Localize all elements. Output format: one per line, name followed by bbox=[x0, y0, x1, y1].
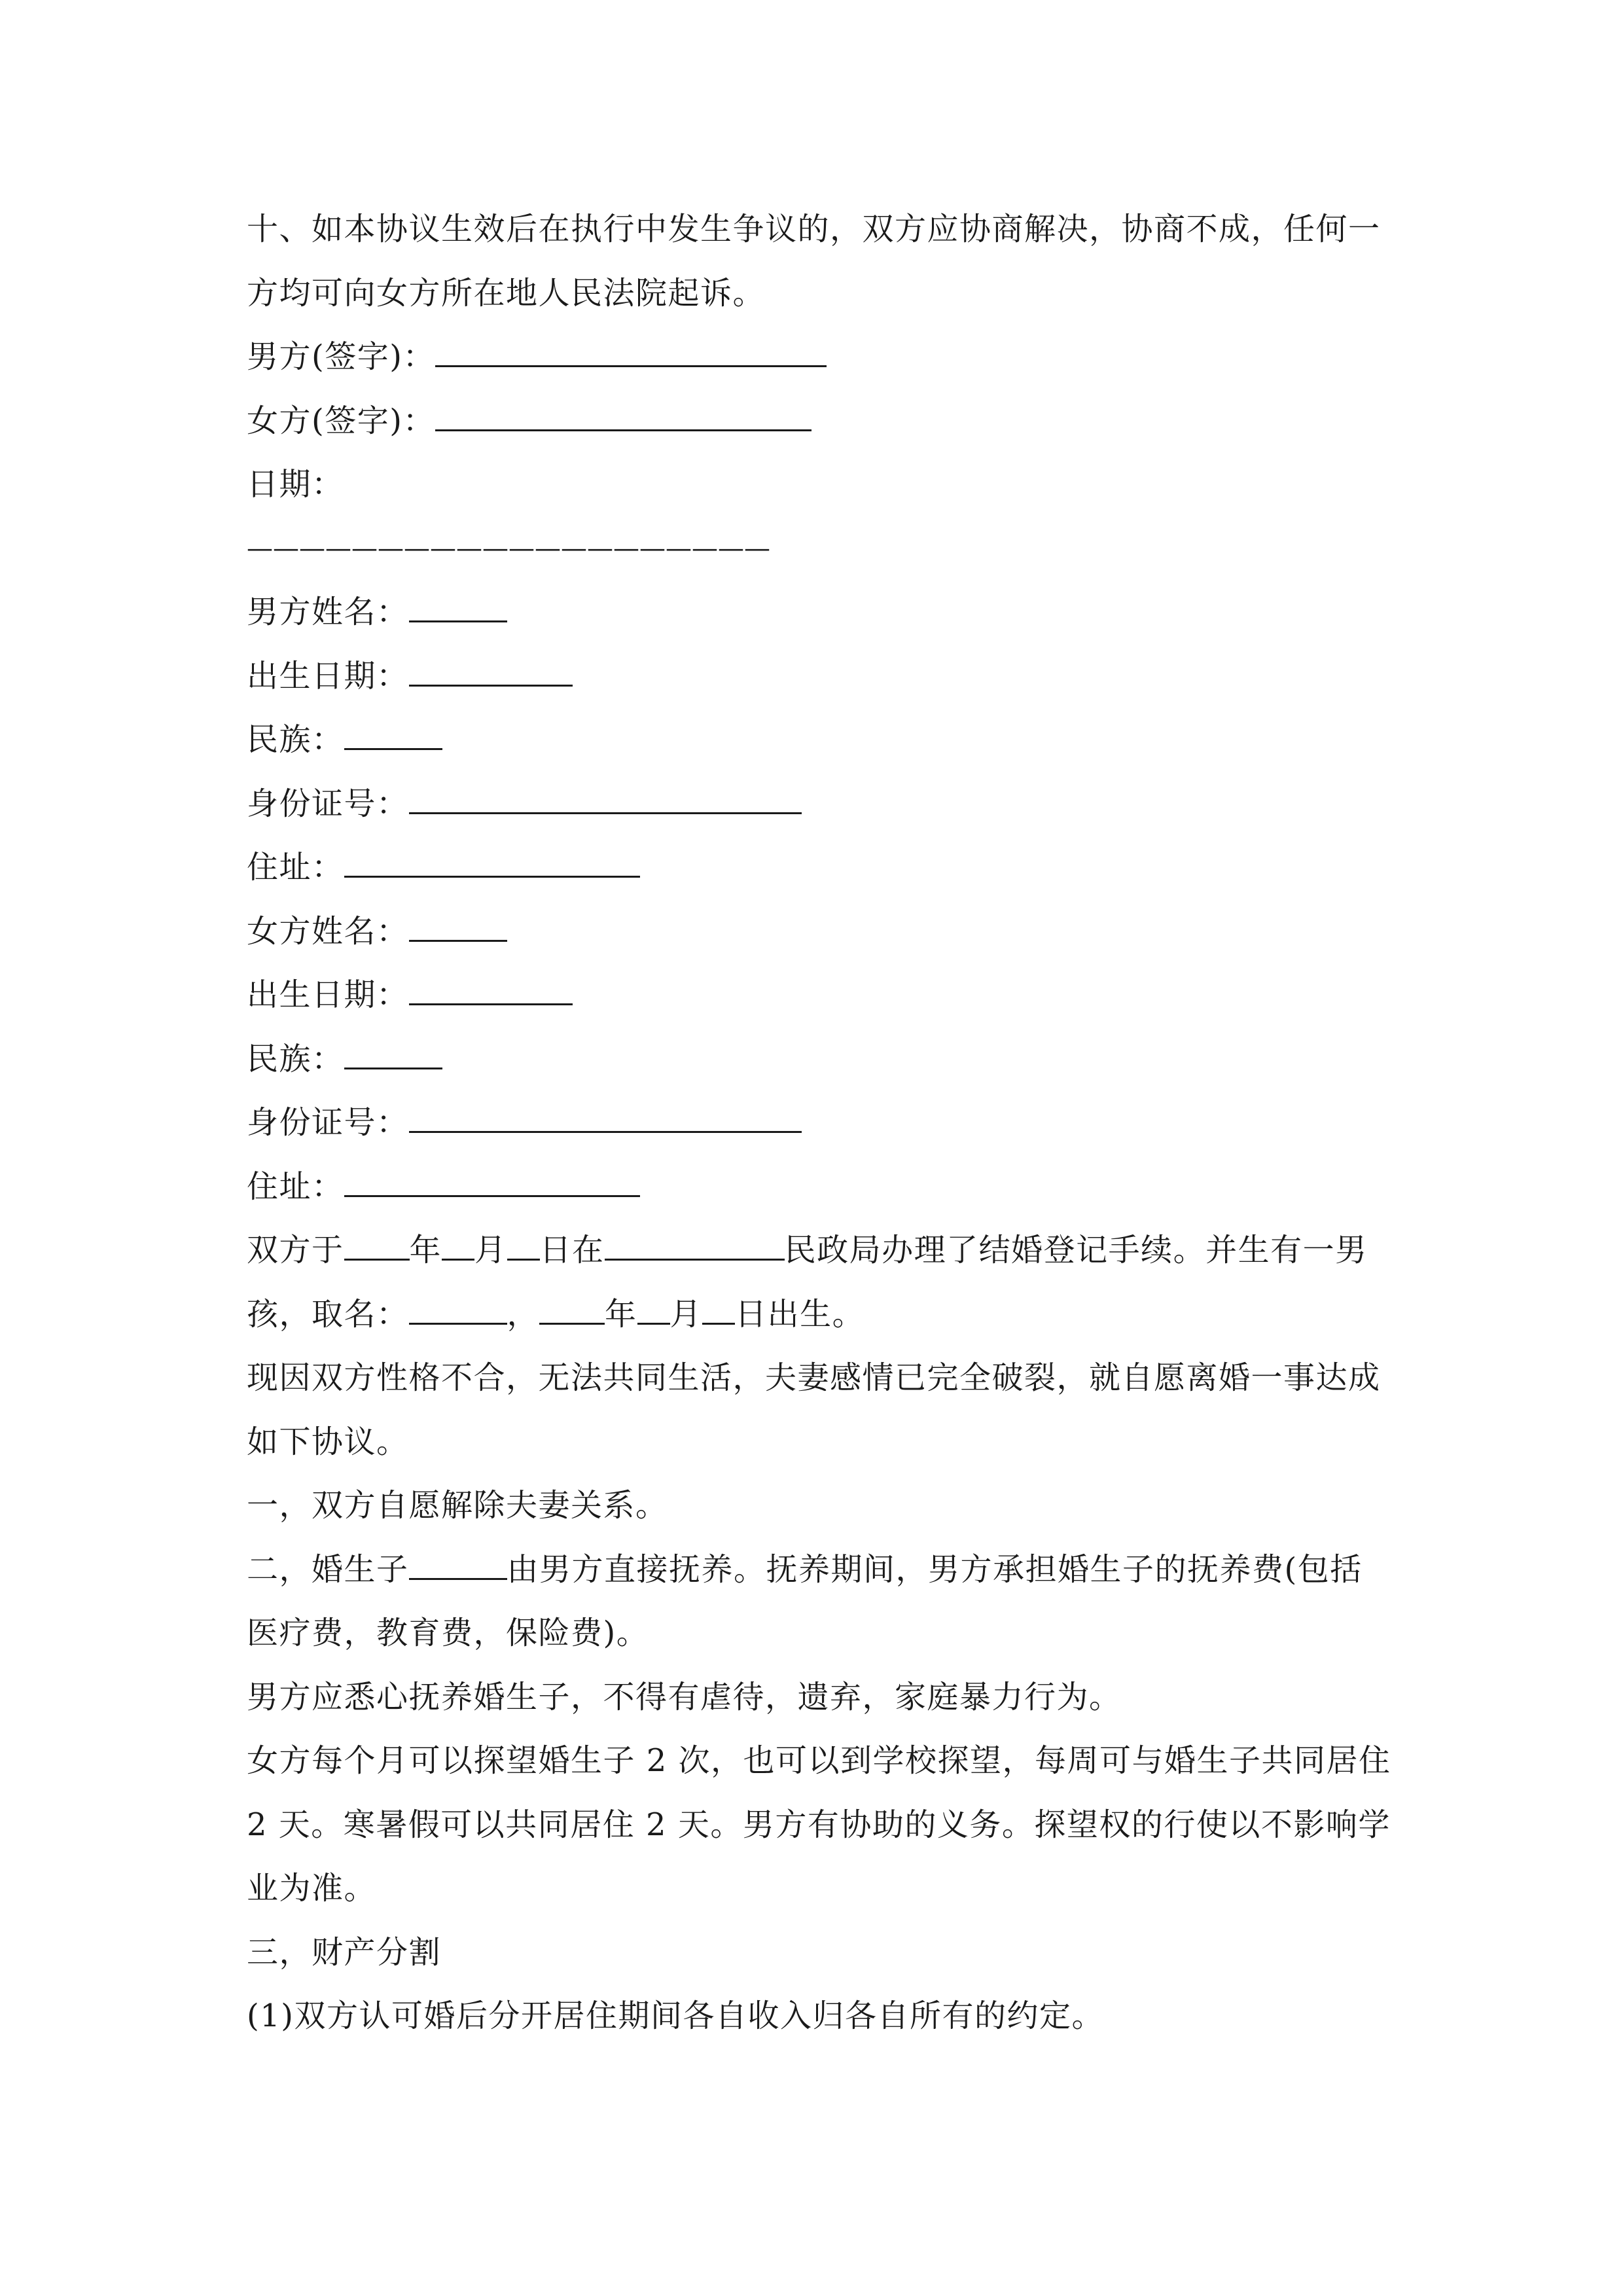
male-signature-field[interactable] bbox=[435, 329, 827, 367]
female-address-label: 住址： bbox=[247, 1168, 344, 1205]
female-id-row bbox=[247, 1091, 1385, 1155]
male-address-row bbox=[247, 836, 1385, 900]
male-ethnicity-row bbox=[247, 708, 1385, 772]
reason-line-1: 现因双方性格不合，无法共同生活，夫妻感情已完全破裂，就自愿离婚一事达成 bbox=[247, 1359, 1381, 1396]
female-birth-field[interactable] bbox=[409, 967, 573, 1005]
marriage-text: 双方于 bbox=[247, 1232, 344, 1268]
male-id-label: 身份证号： bbox=[247, 785, 409, 822]
female-signature-row bbox=[247, 389, 1385, 454]
child-name-field-2[interactable] bbox=[409, 1541, 507, 1580]
female-id-field[interactable] bbox=[409, 1094, 802, 1133]
male-signature-row bbox=[247, 325, 1385, 389]
date-separator-line: ———————————————————— bbox=[247, 533, 770, 564]
marriage-text: ， bbox=[507, 1295, 540, 1333]
child-birth-month-field[interactable] bbox=[637, 1286, 670, 1325]
marriage-text: 民政局办理了结婚登记手续。并生有一男 bbox=[784, 1232, 1368, 1268]
marriage-year-field[interactable] bbox=[344, 1222, 410, 1261]
female-name-label: 女方姓名： bbox=[247, 912, 409, 950]
clause-3-item-1: (1)双方认可婚后分开居住期间各自收入归各自所有的约定。 bbox=[247, 1998, 1104, 2034]
clause-3-title: 三，财产分割 bbox=[247, 1933, 442, 1971]
male-address-field[interactable] bbox=[344, 839, 640, 878]
female-id-label: 身份证号： bbox=[247, 1104, 409, 1141]
female-name-field[interactable] bbox=[409, 903, 507, 942]
male-ethnicity-label: 民族： bbox=[247, 721, 344, 758]
male-address-label: 住址： bbox=[247, 849, 344, 886]
reason-line-2: 如下协议。 bbox=[247, 1423, 409, 1460]
male-name-field[interactable] bbox=[409, 584, 507, 622]
marriage-place-field[interactable] bbox=[605, 1222, 785, 1261]
clause-10-line-1: 十、如本协议生效后在执行中发生争议的，双方应协商解决，协商不成，任何一 bbox=[247, 211, 1381, 247]
male-birth-field[interactable] bbox=[409, 648, 573, 687]
female-signature-field[interactable] bbox=[435, 393, 812, 431]
clause-2-line-3: 男方应悉心抚养婚生子，不得有虐待，遗弃，家庭暴力行为。 bbox=[247, 1678, 1122, 1715]
clause-1: 一，双方自愿解除夫妻关系。 bbox=[247, 1487, 668, 1524]
clause-2-line-5: 2 天。寒暑假可以共同居住 2 天。男方有协助的义务。探望权的行使以不影响学 bbox=[247, 1806, 1391, 1843]
marriage-line-2 bbox=[247, 1283, 1385, 1347]
female-ethnicity-field[interactable] bbox=[344, 1031, 442, 1069]
male-birth-row bbox=[247, 645, 1385, 709]
marriage-line-1 bbox=[247, 1219, 1385, 1283]
clause-2-line-1 bbox=[247, 1538, 1385, 1602]
clause-2-line-4: 女方每个月可以探望婚生子 2 次，也可以到学校探望，每周可与婚生子共同居住 bbox=[247, 1742, 1391, 1779]
female-ethnicity-label: 民族： bbox=[247, 1040, 344, 1077]
female-address-field[interactable] bbox=[344, 1158, 640, 1197]
date-label: 日期： bbox=[247, 466, 344, 503]
female-name-row bbox=[247, 900, 1385, 964]
male-ethnicity-field[interactable] bbox=[344, 711, 442, 750]
child-birth-year-field[interactable] bbox=[539, 1286, 605, 1325]
marriage-text: 日出生。 bbox=[735, 1295, 865, 1333]
child-birth-day-field[interactable] bbox=[702, 1286, 735, 1325]
marriage-text: 年 bbox=[409, 1232, 442, 1268]
female-birth-row bbox=[247, 963, 1385, 1028]
clause-2-text: 二，婚生子 bbox=[247, 1551, 409, 1588]
marriage-text: 月 bbox=[474, 1232, 507, 1268]
female-address-row bbox=[247, 1155, 1385, 1219]
male-name-label: 男方姓名： bbox=[247, 594, 409, 630]
male-name-row bbox=[247, 581, 1385, 645]
clause-2-text: 由男方直接抚养。抚养期间，男方承担婚生子的抚养费(包括 bbox=[507, 1551, 1363, 1588]
clause-2-line-6: 业为准。 bbox=[247, 1870, 377, 1907]
marriage-text: 月 bbox=[669, 1295, 703, 1333]
clause-10-line-2: 方均可向女方所在地人民法院起诉。 bbox=[247, 274, 766, 312]
marriage-text: 年 bbox=[605, 1295, 637, 1333]
male-signature-label: 男方(签字)： bbox=[247, 338, 435, 375]
clause-2-line-2: 医疗费，教育费，保险费)。 bbox=[247, 1615, 649, 1651]
female-birth-label: 出生日期： bbox=[247, 977, 409, 1013]
marriage-text: 孩，取名： bbox=[247, 1295, 409, 1333]
female-signature-label: 女方(签字)： bbox=[247, 402, 435, 439]
male-birth-label: 出生日期： bbox=[247, 657, 409, 694]
female-ethnicity-row bbox=[247, 1028, 1385, 1092]
male-id-field[interactable] bbox=[409, 776, 802, 814]
child-name-field[interactable] bbox=[409, 1286, 507, 1325]
document-page bbox=[247, 198, 1391, 2049]
male-id-row bbox=[247, 772, 1385, 836]
marriage-month-field[interactable] bbox=[442, 1222, 474, 1261]
marriage-day-field[interactable] bbox=[507, 1222, 540, 1261]
marriage-text: 日在 bbox=[539, 1232, 605, 1268]
